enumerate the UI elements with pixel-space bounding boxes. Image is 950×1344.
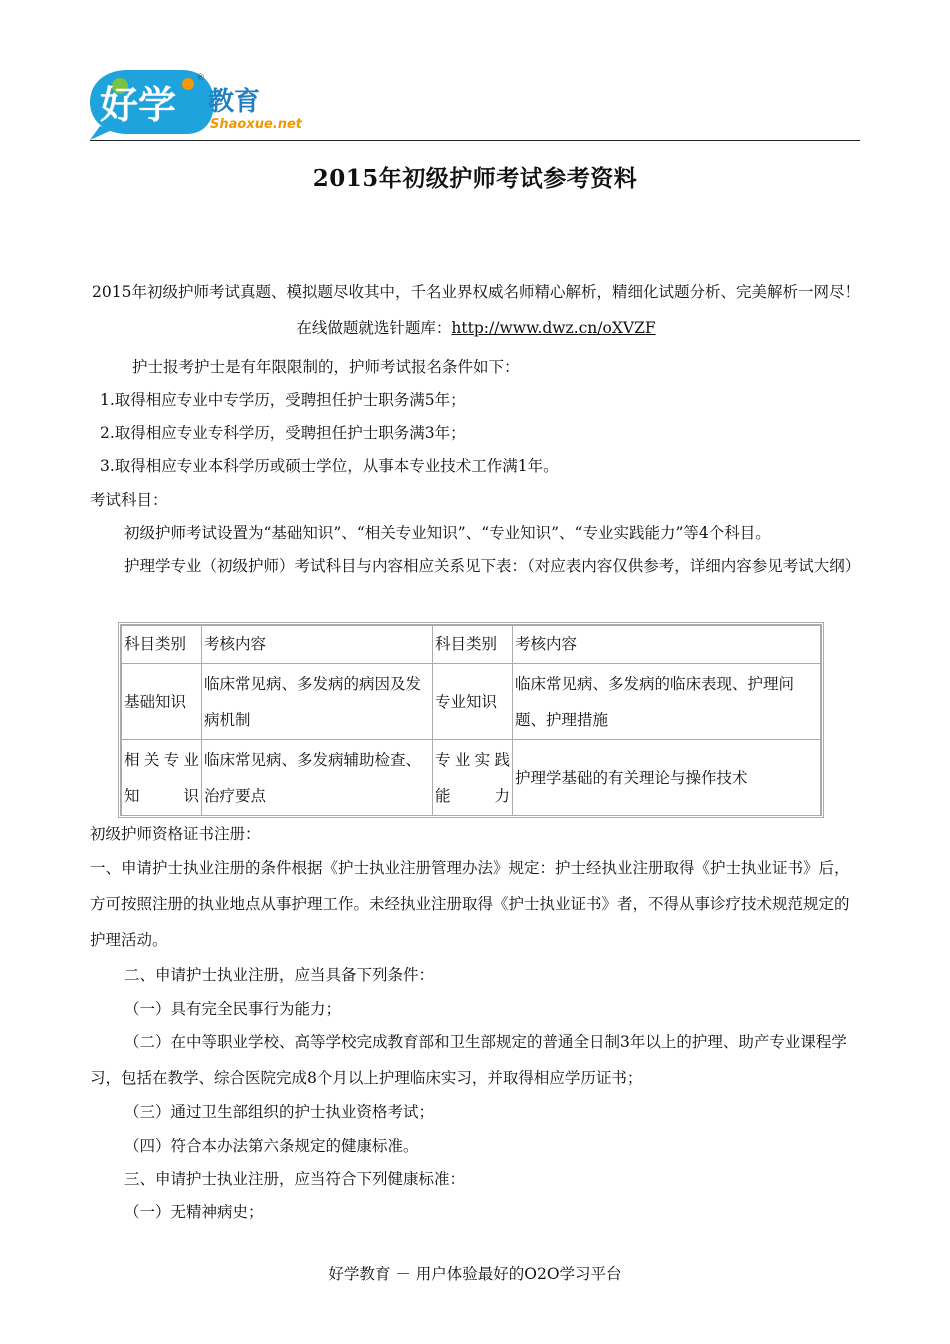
registration-condition-4: （四）符合本办法第六条规定的健康标准。	[124, 1137, 419, 1155]
registration-condition-1: （一）具有完全民事行为能力；	[124, 1000, 342, 1018]
subjects-paragraph-2: 护理学专业（初级护师）考试科目与内容相应关系见下表：（对应表内容仅供参考，详细内容参见考试大纲）	[124, 557, 861, 575]
condition-item-2: 2.取得相应专业专科学历，受聘担任护士职务满3年；	[100, 424, 466, 442]
intro-link[interactable]: http://www.dwz.cn/oXVZF	[451, 319, 656, 337]
condition-item-1: 1.取得相应专业中专学历，受聘担任护士职务满5年；	[100, 391, 466, 409]
table-cell: 临床常见病、多发病的病因及发病机制	[202, 664, 433, 740]
table-cell: 基础知识	[122, 664, 202, 740]
registration-paragraph-2: 二、申请护士执业注册，应当具备下列条件：	[124, 966, 435, 984]
page-title: 2015年初级护师考试参考资料	[312, 165, 638, 192]
table-cell: 专业知识	[433, 664, 513, 740]
registration-condition-3: （三）通过卫生部组织的护士执业资格考试；	[124, 1103, 435, 1121]
registration-paragraph-3: 三、申请护士执业注册，应当符合下列健康标准：	[124, 1170, 466, 1188]
table-cell: 临床常见病、多发病辅助检查、治疗要点	[202, 740, 433, 816]
logo	[90, 66, 303, 142]
table-cell: 临床常见病、多发病的临床表现、护理问题、护理措施	[513, 664, 821, 740]
table-row	[122, 740, 821, 816]
logo-text-cn2: 教育	[208, 87, 261, 117]
registration-heading: 初级护师资格证书注册：	[90, 825, 261, 843]
logo-registered-mark: ®	[196, 73, 205, 83]
table-cell: 护理学基础的有关理论与操作技术	[513, 740, 821, 816]
table-header-cell: 考核内容	[513, 626, 821, 664]
intro-text: 2015年初级护师考试真题、模拟题尽收其中，千名业界权威名师精心解析，精细化试题分析、完美解析一网尽！在线做题就选针题库：	[92, 283, 860, 337]
health-standard-1: （一）无精神病史；	[124, 1203, 264, 1221]
table-row	[122, 664, 821, 740]
table-header-cell: 考核内容	[202, 626, 433, 664]
registration-paragraph-1: 一、申请护士执业注册的条件根据《护士执业注册管理办法》规定：护士经执业注册取得《护士执业证书》后，方可按照注册的执业地点从事护理工作。未经执业注册取得《护士执业证书》者，不得从事诊疗技术规范规定的护理活动。	[90, 859, 850, 949]
logo-site: Shaoxue.net	[210, 117, 303, 132]
logo-text-cn: 好学	[100, 83, 177, 127]
header-rule	[90, 140, 860, 141]
intro-paragraph	[90, 274, 862, 346]
subjects-table	[118, 622, 824, 818]
page-footer: 好学教育 － 用户体验最好的O2O学习平台	[328, 1265, 622, 1283]
condition-item-3: 3.取得相应专业本科学历或硕士学位，从事本专业技术工作满1年。	[100, 457, 559, 475]
table-header-row	[122, 626, 821, 664]
subjects-paragraph-1: 初级护师考试设置为“基础知识”、“相关专业知识”、“专业知识”、“专业实践能力”等4个科目。	[124, 524, 771, 542]
table-cell: 专业实践能力	[433, 740, 513, 816]
registration-condition-2: （二）在中等职业学校、高等学校完成教育部和卫生部规定的普通全日制3年以上的护理、助产专业课程学习，包括在教学、综合医院完成8个月以上护理临床实习，并取得相应学历证书；	[90, 1033, 847, 1087]
conditions-lead: 护士报考护士是有年限限制的，护师考试报名条件如下：	[132, 358, 520, 376]
table-header-cell: 科目类别	[122, 626, 202, 664]
table-cell: 相关专业知识	[122, 740, 202, 816]
subjects-heading: 考试科目：	[90, 491, 168, 509]
table-header-cell: 科目类别	[433, 626, 513, 664]
